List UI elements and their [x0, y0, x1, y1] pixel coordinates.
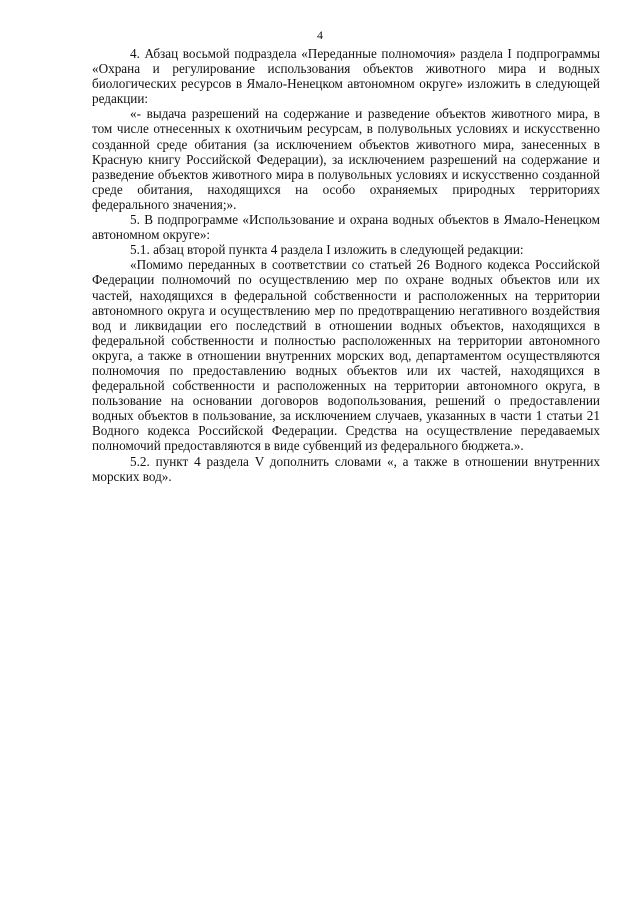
paragraph-item-5-2: 5.2. пункт 4 раздела V дополнить словами «, а также в отношении внутренних морских вод».	[92, 453, 600, 484]
page-number: 4	[317, 28, 323, 42]
paragraph-item-5: 5. В подпрограмме «Использование и охрана водных объектов в Ямало-Ненецком автономном округе»:	[92, 212, 600, 243]
paragraph-quoted-permits: «- выдача разрешений на содержание и разведение объектов животного мира, в том числе отнесенных к охотничьим ресурсам, в полувольных условиях и искусственно созданной среде обитания (за исключением объектов животного мира, занесенных в Красную книгу Российской Федерации), за исключением разрешений на содержание и разведение объектов животного мира в полувольных условиях и искусственно созданной среде обитания, находящихся на особо охраняемых природных территориях федерального значения;».	[92, 106, 600, 212]
document-body	[92, 46, 600, 484]
paragraph-item-4: 4. Абзац восьмой подраздела «Переданные полномочия» раздела I подпрограммы «Охрана и регулирование использования объектов животного мира и водных биологических ресурсов в Ямало-Ненецком автономном округе» изложить в следующей редакции:	[92, 46, 600, 107]
paragraph-item-5-1: 5.1. абзац второй пункта 4 раздела I изложить в следующей редакции:	[130, 242, 524, 258]
paragraph-quoted-water-objects: «Помимо переданных в соответствии со статьей 26 Водного кодекса Российской Федерации полномочий по осуществлению мер по охране водных объектов или их частей, находящихся в федеральной собственности и расположенных на территории автономного округа и осуществлению мер по предотвращению негативного воздействия вод и ликвидации его последствий в отношении водных объектов, находящихся в федеральной собственности и полностью расположенных на территории автономного округа, а также в отношении внутренних морских вод, департаментом осуществляются полномочия по предоставлению водных объектов или их частей, находящихся в федеральной собственности и расположенных на территории автономного округа, в пользование на основании договоров водопользования, решений о предоставлении водных объектов в пользование, за исключением случаев, указанных в части 1 статьи 21 Водного кодекса Российской Федерации. Средства на осуществление передаваемых полномочий предоставляются в виде субвенций из федерального бюджета.».	[92, 257, 600, 454]
